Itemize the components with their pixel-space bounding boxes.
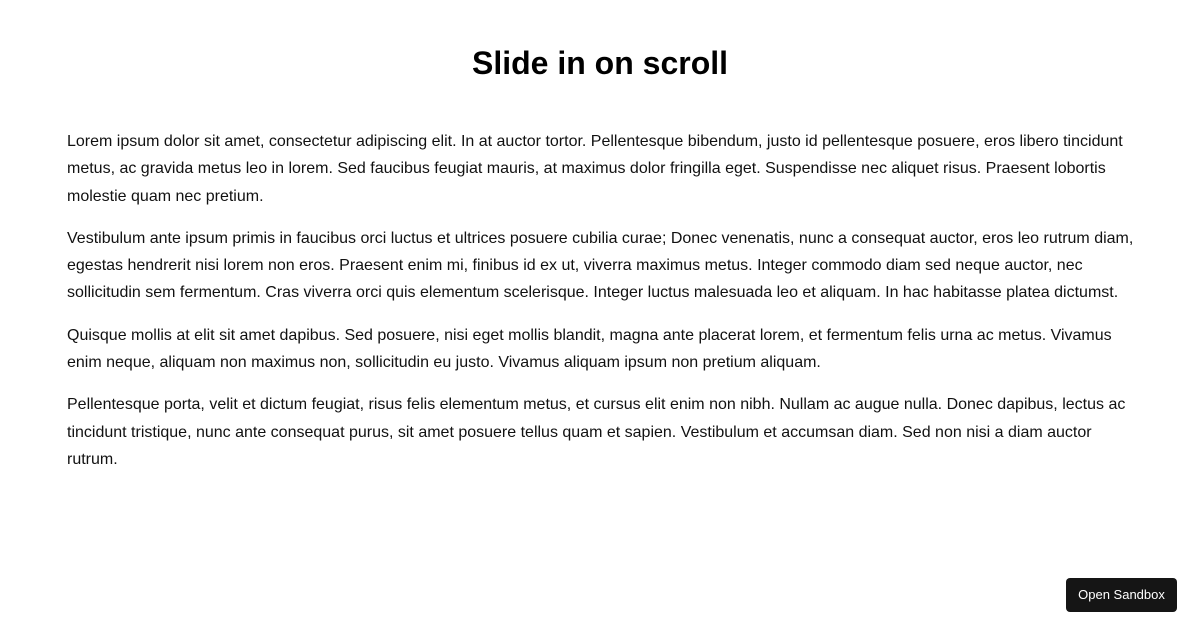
article-content [67,128,1135,488]
paragraph-3: Quisque mollis at elit sit amet dapibus. Sed posuere, nisi eget mollis blandit, magna ante placerat lorem, et fermentum felis urna ac metus. Vivamus enim neque, aliquam non maximus non, sollicitudin eu justo. Vivamus aliquam ipsum non pretium aliquam. [67,326,1112,372]
page-title: Slide in on scroll [471,45,729,81]
paragraph-1: Lorem ipsum dolor sit amet, consectetur adipiscing elit. In at auctor tortor. Pellentesque bibendum, justo id pellentesque posuere, eros libero tincidunt metus, ac gravida metus leo in lorem. Sed faucibus feugiat mauris, at maximus dolor fringilla eget. Suspendisse nec aliquet risus. Praesent lobortis molestie quam nec pretium. [67,133,1123,205]
open-sandbox-button[interactable]: Open Sandbox [1066,578,1177,612]
paragraph-2: Vestibulum ante ipsum primis in faucibus orci luctus et ultrices posuere cubilia curae; Donec venenatis, nunc a consequat auctor, eros leo rutrum diam, egestas hendrerit nisi lorem non eros. Praesent enim mi, finibus id ex ut, viverra maximus metus. Integer commodo diam sed neque auctor, nec sollicitudin sem fermentum. Cras viverra orci quis elementum scelerisque. Integer luctus malesuada leo et aliquam. In hac habitasse platea dictumst. [67,229,1134,302]
paragraph-4: Pellentesque porta, velit et dictum feugiat, risus felis elementum metus, et cursus elit enim non nibh. Nullam ac augue nulla. Donec dapibus, lectus ac tincidunt tristique, nunc ante consequat purus, sit amet posuere tellus quam et sapien. Vestibulum et accumsan diam. Sed non nisi a diam auctor rutrum. [67,396,1126,468]
